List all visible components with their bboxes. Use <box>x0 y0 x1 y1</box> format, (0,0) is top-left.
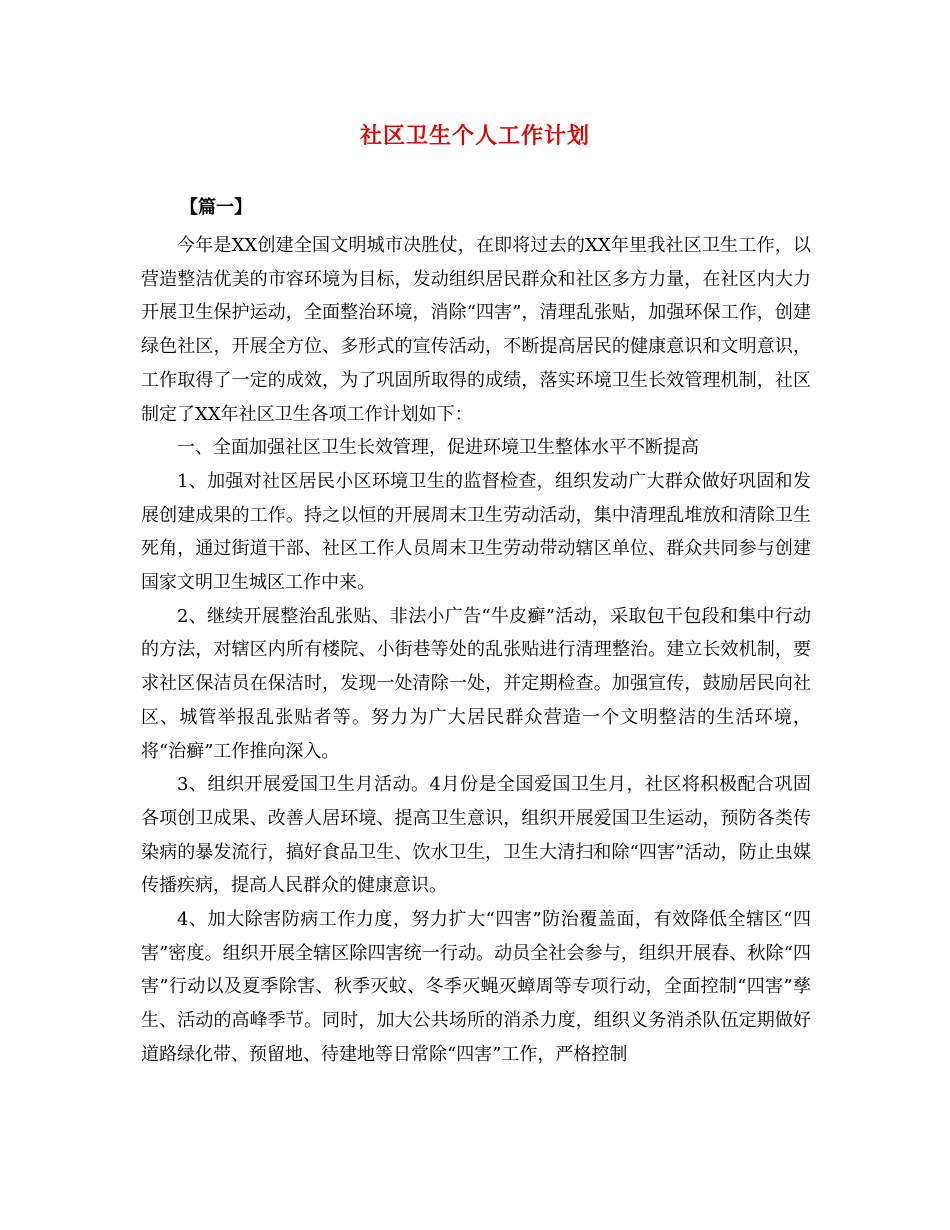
paragraph-item-3: 3、组织开展爱国卫生月活动。4月份是全国爱国卫生月，社区将积极配合巩固各项创卫成果、改善人居环境、提高卫生意识，组织开展爱国卫生运动，预防各类传染病的暴发流行，搞好食品卫生、饮水卫生，卫生大清扫和除“四害”活动，防止虫媒传播疾病，提高人民群众的健康意识。 <box>141 774 811 897</box>
paragraph-item-2: 2、继续开展整治乱张贴、非法小广告“牛皮癣”活动，采取包干包段和集中行动的方法，对辖区内所有楼院、小街巷等处的乱张贴进行清理整治。建立长效机制，要求社区保洁员在保洁时，发现一处清除一处，并定期检查。加强宣传，鼓励居民向社区、城管举报乱张贴者等。努力为广大居民群众营造一个文明整洁的生活环境，将“治癣”工作推向深入。 <box>141 605 811 762</box>
paragraph-item-4: 4、加大除害防病工作力度，努力扩大“四害”防治覆盖面，有效降低全辖区“四害”密度。组织开展全辖区除四害统一行动。动员全社会参与，组织开展春、秋除“四害”行动以及夏季除害、秋季灭蚊、冬季灭蝇灭蟑周等专项行动，全面控制“四害”孳生、活动的高峰季节。同时，加大公共场所的消杀力度，组织义务消杀队伍定期做好道路绿化带、预留地、待建地等日常除“四害”工作，严格控制 <box>141 909 811 1065</box>
paragraph-item-1: 1、加强对社区居民小区环境卫生的监督检查，组织发动广大群众做好巩固和发展创建成果的工作。持之以恒的开展周末卫生劳动活动，集中清理乱堆放和清除卫生死角，通过街道干部、社区工作人员周末卫生劳动带动辖区单位、群众共同参与创建国家文明卫生城区工作中来。 <box>141 470 811 594</box>
document-title: 社区卫生个人工作计划 <box>359 123 590 149</box>
paragraph-heading-1: 一、全面加强社区卫生长效管理，促进环境卫生整体水平不断提高 <box>177 437 699 459</box>
document-body <box>141 229 811 1072</box>
paragraph-intro: 今年是XX创建全国文明城市决胜仗，在即将过去的XX年里我社区卫生工作，以营造整洁优美的市容环境为目标，发动组织居民群众和社区多方力量，在社区内大力开展卫生保护运动，全面整治环境，消除“四害”，清理乱张贴，加强环保工作，创建绿色社区，开展全方位、多形式的宣传活动，不断提高居民的健康意识和文明意识，工作取得了一定的成效，为了巩固所取得的成绩，落实环境卫生长效管理机制，社区制定了XX年社区卫生各项工作计划如下： <box>141 235 811 425</box>
section-label: 【篇一】 <box>180 197 252 218</box>
